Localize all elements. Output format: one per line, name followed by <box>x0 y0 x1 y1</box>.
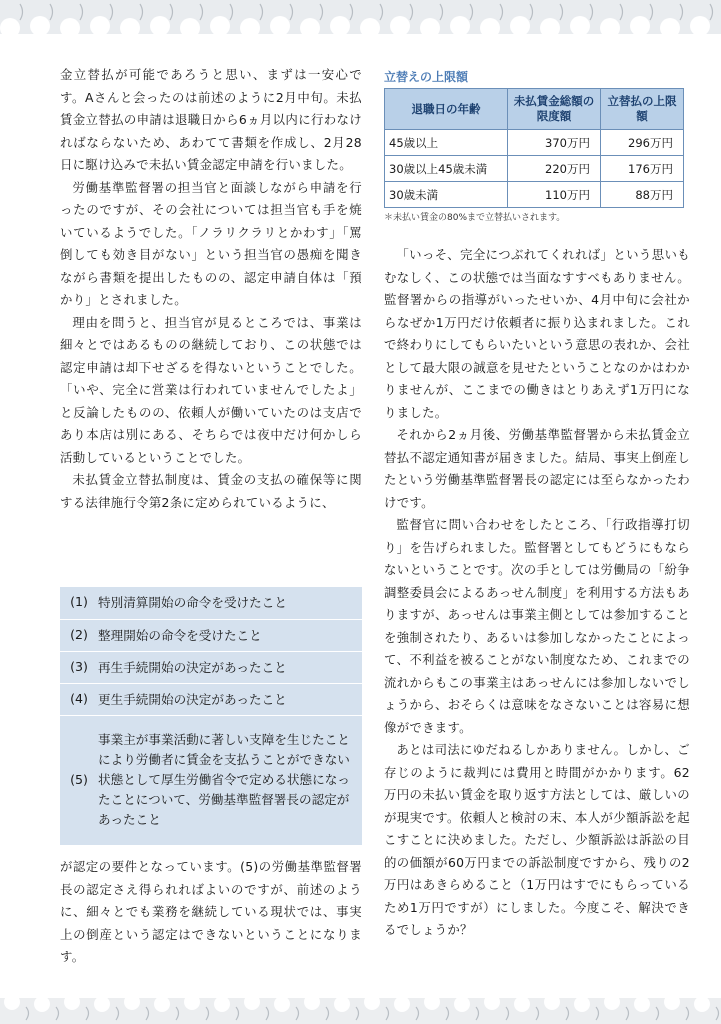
table-cell: 110万円 <box>508 182 601 208</box>
left-column <box>60 64 362 514</box>
left-column-continued <box>60 856 362 969</box>
paragraph: 労働基準監督署の担当官と面談しながら申請を行ったのですが、その会社については担当官も手を焼いているようでした。「ノラリクラリとかわす」「罵倒しても効き目がない」という担当官の愚痴を聞きながら書類を提出したものの、認定申請自体は「預かり」とされました。 <box>60 179 362 307</box>
conditions-box <box>60 587 362 845</box>
table-cell: 30歳以上45歳未満 <box>385 156 508 182</box>
table-cell: 88万円 <box>601 182 684 208</box>
condition-number: (5) <box>70 772 88 787</box>
table-cell: 220万円 <box>508 156 601 182</box>
table-row <box>385 130 684 156</box>
condition-item <box>60 715 362 846</box>
table-row <box>385 156 684 182</box>
condition-number: (3) <box>70 659 88 674</box>
table-cell: 176万円 <box>601 156 684 182</box>
condition-text: 更生手続開始の決定があったこと <box>98 692 287 707</box>
condition-text: 再生手続開始の決定があったこと <box>98 660 287 675</box>
condition-number: (1) <box>70 594 88 609</box>
condition-text: 特別清算開始の命令を受けたこと <box>98 595 287 610</box>
condition-text: 整理開始の命令を受けたこと <box>98 628 262 643</box>
condition-item <box>60 683 362 716</box>
paragraph: 「いっそ、完全につぶれてくれれば」という思いもむなしく、この状態では当面なすすべもありません。監督署からの指導がいったせいか、4月中旬に会社からなぜか1万円だけ依頼者に振り込まれました。これで終わりにしてもらいたいという意思の表れか、会社として最大限の誠意を見せたということなのかはわかりませんが、ここまでの働きはとりあえず1万円になりました。 <box>384 247 690 420</box>
table-note: ＊未払い賃金の80%まで立替払いされます。 <box>384 213 566 223</box>
floral-pattern-icon <box>0 998 721 1024</box>
table-header: 立替払の上限額 <box>601 89 684 130</box>
condition-text: 事業主が事業活動に著しい支障を生じたことにより労働者に賃金を支払うことができない状態として厚生労働省令で定める状態になったことについて、労働基準監督署長の認定があったこと <box>98 732 350 827</box>
condition-number: (4) <box>70 691 88 706</box>
table-cell: 30歳未満 <box>385 182 508 208</box>
condition-number: (2) <box>70 627 88 642</box>
floral-pattern-icon <box>0 0 721 34</box>
top-decorative-border <box>0 0 721 34</box>
table-header-row <box>385 89 684 130</box>
condition-item <box>60 587 362 619</box>
condition-item <box>60 651 362 684</box>
table-header: 未払賃金総額の限度額 <box>508 89 601 130</box>
table-title: 立替えの上限額 <box>384 70 469 84</box>
table-row <box>385 182 684 208</box>
table-cell: 45歳以上 <box>385 130 508 156</box>
right-column <box>384 244 690 942</box>
paragraph: それから2ヵ月後、労働基準監督署から未払賃金立替払不認定通知書が届きました。結局、事実上倒産したという労働基準監督署長の認定には至らなかったわけです。 <box>384 427 690 510</box>
table-cell: 370万円 <box>508 130 601 156</box>
bottom-decorative-border <box>0 998 721 1024</box>
paragraph: が認定の要件となっています。(5)の労働基準監督署長の認定さえ得られればよいのですが、前述のように、細々とでも業務を継続している現状では、事実上の倒産という認定はできないということになります。 <box>60 859 362 964</box>
paragraph: あとは司法にゆだねるしかありません。しかし、ご存じのように裁判には費用と時間がかかります。62万円の未払い賃金を取り返す方法としては、厳しいのが現実です。依頼人と検討の末、本人が少額訴訟を起こすことに決めました。ただし、少額訴訟は訴訟の目的の価額が60万円までの訴訟制度ですから、残りの2万円はあきらめること（1万円はすでにもらっているため1万円ですが）にしました。今度こそ、解決できるでしょうか？ <box>384 742 690 937</box>
table-header: 退職日の年齢 <box>385 89 508 130</box>
paragraph: 監督官に問い合わせをしたところ、「行政指導打切り」を告げられました。監督署としてもどうにもならないということです。次の手としては労働局の「紛争調整委員会によるあっせん制度」を利用する方法もありますが、あっせんは事業主側としては参加することを強制されたり、あるいは参加しなかったことによって、不利益を被ることがない制度なため、これまでの流れからもこの事業主はあっせんには参加しないでしょうから、おそらくは意味をなさないことは容易に想像ができます。 <box>384 517 690 735</box>
paragraph: 金立替払が可能であろうと思い、まずは一安心です。Aさんと会ったのは前述のように2月中旬。未払賃金立替払の申請は退職日から6ヵ月以内に行わなければならないため、あわてて書類を作成し、2月28日に駆け込みで未払い賃金認定申請を行いました。 <box>60 67 362 172</box>
paragraph: 未払賃金立替払制度は、賃金の支払の確保等に関する法律施行令第2条に定められているように、 <box>60 472 362 510</box>
paragraph: 理由を問うと、担当官が見るところでは、事業は細々とではあるものの継続しており、この状態では認定申請は却下せざるを得ないということでした。「いや、完全に営業は行われていませんでしたよ」と反論したものの、依頼人が働いていたのは支店であり本店は別にある、そちらでは夜中だけ何かしら活動しているということでした。 <box>60 314 362 465</box>
limit-table <box>384 88 684 208</box>
condition-item <box>60 619 362 652</box>
table-cell: 296万円 <box>601 130 684 156</box>
